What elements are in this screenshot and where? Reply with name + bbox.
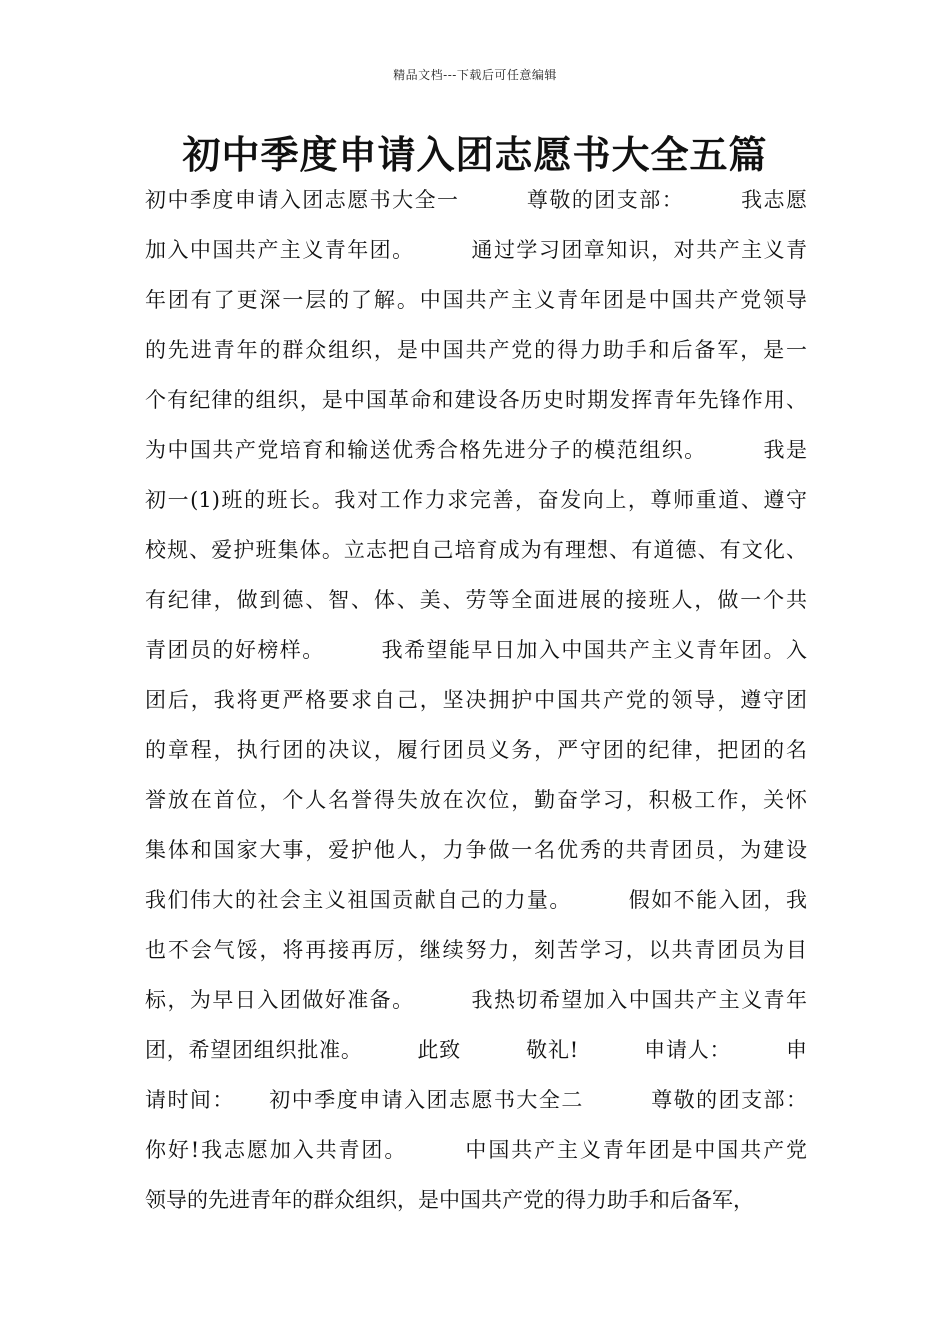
document-title: 初中季度申请入团志愿书大全五篇 [182, 133, 768, 177]
body-line: 校规、爱护班集体。立志把自己培育成为有理想、有道德、有文化、 [145, 538, 807, 562]
body-line: 的章程，执行团的决议，履行团员义务，严守团的纪律，把团的名 [145, 738, 807, 762]
body-line: 也不会气馁，将再接再厉，继续努力，刻苦学习，以共青团员为目 [145, 938, 807, 962]
body-line: 你好!我志愿加入共青团。 中国共产主义青年团是中国共产党 [145, 1138, 807, 1162]
body-line: 为中国共产党培育和输送优秀合格先进分子的模范组织。 我是 [145, 438, 807, 462]
body-line: 加入中国共产主义青年团。 通过学习团章知识，对共产主义青 [145, 238, 807, 262]
body-line: 青团员的好榜样。 我希望能早日加入中国共产主义青年团。入 [145, 638, 807, 662]
body-line: 领导的先进青年的群众组织，是中国共产党的得力助手和后备军， [145, 1188, 754, 1212]
body-line: 的先进青年的群众组织，是中国共产党的得力助手和后备军，是一 [145, 338, 807, 362]
body-line: 标，为早日入团做好准备。 我热切希望加入中国共产主义青年 [145, 988, 807, 1012]
body-line: 团，希望团组织批准。 此致 敬礼! 申请人： 申 [145, 1038, 807, 1062]
body-line: 团后，我将更严格要求自己，坚决拥护中国共产党的领导，遵守团 [145, 688, 807, 712]
page-header: 精品文档---下载后可任意编辑 [393, 68, 557, 82]
body-line: 年团有了更深一层的了解。中国共产主义青年团是中国共产党领导 [145, 288, 807, 312]
body-line: 初一(1)班的班长。我对工作力求完善，奋发向上，尊师重道、遵守 [145, 488, 807, 512]
body-line: 个有纪律的组织，是中国革命和建设各历史时期发挥青年先锋作用、 [145, 388, 807, 412]
body-line: 我们伟大的社会主义祖国贡献自己的力量。 假如不能入团，我 [145, 888, 807, 912]
body-line: 誉放在首位，个人名誉得失放在次位，勤奋学习，积极工作，关怀 [145, 788, 807, 812]
document-body [145, 177, 807, 1227]
body-line: 请时间： 初中季度申请入团志愿书大全二 尊敬的团支部： [145, 1088, 807, 1112]
body-line: 有纪律，做到德、智、体、美、劳等全面进展的接班人，做一个共 [145, 588, 807, 612]
body-line: 集体和国家大事，爱护他人，力争做一名优秀的共青团员，为建设 [145, 838, 807, 862]
body-line: 初中季度申请入团志愿书大全一 尊敬的团支部： 我志愿 [145, 188, 807, 212]
